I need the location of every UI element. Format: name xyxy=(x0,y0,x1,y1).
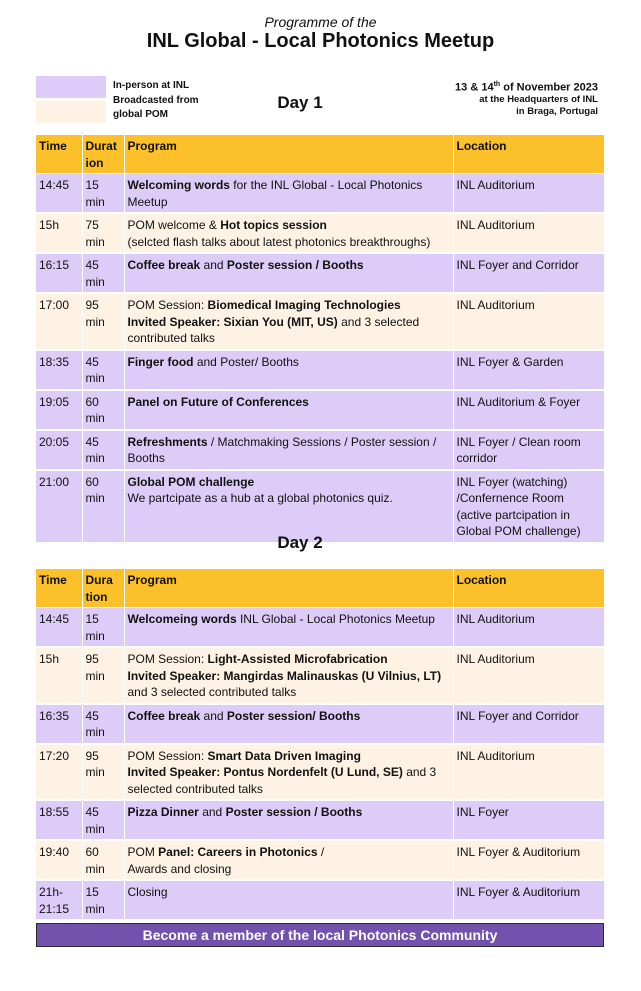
table-header-row xyxy=(36,135,604,174)
program-line xyxy=(128,257,450,274)
program-text: Welcomeing words xyxy=(127,612,237,626)
program-text: We partcipate as a hub at a global photonics quiz. xyxy=(127,491,393,505)
cell-program xyxy=(124,744,453,801)
program-line xyxy=(128,297,450,314)
cell-duration xyxy=(82,390,124,430)
legend-broadcast-label: Broadcasted from global POM xyxy=(113,95,199,120)
program-text: selected contributed talks xyxy=(127,781,263,796)
cell-program xyxy=(124,470,453,543)
header-time: Time xyxy=(36,135,82,174)
program-line xyxy=(128,450,450,467)
program-line xyxy=(128,354,450,371)
program-line xyxy=(128,217,450,234)
table-row xyxy=(36,293,604,350)
program-text: Poster session / Booths xyxy=(226,258,364,272)
duration-unit: min xyxy=(85,411,105,425)
program-text: Coffee break xyxy=(127,258,201,272)
cell-program xyxy=(124,253,453,293)
cell-location xyxy=(453,647,604,704)
program-line xyxy=(128,781,450,798)
program-text: Closing xyxy=(127,885,168,899)
cell-location xyxy=(453,253,604,293)
location-line: /Confernence Room xyxy=(456,491,564,505)
duration-unit: min xyxy=(85,861,105,876)
program-text: POM Session: xyxy=(127,298,208,312)
table-row xyxy=(36,174,604,214)
duration-unit: min xyxy=(85,821,105,836)
table-row xyxy=(36,647,604,704)
program-line xyxy=(128,861,450,878)
page-title: INL Global - Local Photonics Meetup xyxy=(146,30,495,52)
program-line xyxy=(128,651,450,668)
program-text: Biomedical Imaging Technologies xyxy=(207,298,401,312)
duration-unit: min xyxy=(85,274,105,289)
event-venue-line1: at the Headquarters of INL xyxy=(479,93,598,105)
header-program: Program xyxy=(124,569,453,608)
header-duration: Dura tion xyxy=(82,569,124,608)
table-row xyxy=(36,390,604,430)
program-text: Smart Data Driven Imaging xyxy=(207,748,361,763)
duration-unit: min xyxy=(85,725,105,739)
cell-duration xyxy=(82,704,124,744)
cell-duration xyxy=(82,253,124,293)
event-date: 13 & 14th of November 2023 xyxy=(455,81,598,94)
cell-duration xyxy=(82,840,124,880)
duration-value: 15 xyxy=(85,612,99,626)
header-duration: Durat ion xyxy=(82,135,124,174)
cell-duration xyxy=(82,430,124,470)
table-row xyxy=(36,880,604,920)
cell-duration xyxy=(82,213,124,253)
cell-time: 15h xyxy=(36,213,82,253)
program-text: Panel on Future of Conferences xyxy=(127,394,309,409)
day1-rows xyxy=(36,174,604,543)
program-text: Panel: Careers in Photonics xyxy=(158,845,318,859)
header-program: Program xyxy=(124,135,453,174)
header-location: Location xyxy=(453,569,604,608)
program-text: Finger food xyxy=(127,354,194,369)
cell-program xyxy=(124,704,453,744)
location-line: INL Auditorium & Foyer xyxy=(456,394,581,409)
cell-time xyxy=(36,880,82,920)
duration-value: 45 xyxy=(85,434,99,449)
program-text: and 3 xyxy=(402,765,437,779)
duration-unit: min xyxy=(85,491,105,505)
program-line xyxy=(128,684,450,701)
location-line: INL Auditorium xyxy=(456,218,535,232)
program-line xyxy=(128,330,450,347)
program-line xyxy=(128,394,450,411)
cell-duration xyxy=(82,350,124,390)
program-text: and 3 selected contributed talks xyxy=(127,685,297,699)
cell-time: 19:05 xyxy=(36,390,82,430)
duration-unit: min xyxy=(85,314,105,329)
location-line: Global POM challenge) xyxy=(456,524,581,538)
location-line: (active partcipation in xyxy=(456,507,570,522)
program-text: Welcoming words xyxy=(127,178,230,192)
cell-program xyxy=(124,880,453,920)
program-line xyxy=(128,490,450,507)
table-row xyxy=(36,744,604,801)
program-text: Poster session / Booths xyxy=(225,805,363,819)
cell-time: 14:45 xyxy=(36,608,82,648)
program-text: for the INL Global - Local Photonics xyxy=(229,178,423,192)
cell-duration xyxy=(82,800,124,840)
day1-schedule-table xyxy=(36,135,604,544)
location-line: INL Foyer & Auditorium xyxy=(456,845,581,859)
program-line xyxy=(128,177,450,194)
location-line: INL Foyer xyxy=(456,805,509,819)
cell-location xyxy=(453,470,604,543)
duration-value: 45 xyxy=(85,708,99,723)
program-line xyxy=(128,314,450,331)
table-row xyxy=(36,840,604,880)
program-text: Poster session/ Booths xyxy=(226,708,361,723)
program-text: and xyxy=(200,258,227,272)
cell-time: 18:55 xyxy=(36,800,82,840)
program-line xyxy=(128,708,450,725)
page-subtitle: Programme of the xyxy=(264,14,377,30)
program-text: Meetup xyxy=(127,194,168,209)
cell-time: 16:15 xyxy=(36,253,82,293)
header-time: Time xyxy=(36,569,82,608)
cell-duration xyxy=(82,647,124,704)
program-text: Invited Speaker: Sixian You (MIT, US) xyxy=(127,314,338,329)
cell-time: 20:05 xyxy=(36,430,82,470)
table-header-row xyxy=(36,569,604,608)
program-text: and xyxy=(200,708,227,723)
community-banner[interactable]: Become a member of the local Photonics Community xyxy=(36,923,604,947)
cell-duration xyxy=(82,174,124,214)
program-line xyxy=(128,884,450,901)
program-text: POM Session: xyxy=(127,652,208,666)
duration-unit: min xyxy=(85,234,105,249)
cell-location xyxy=(453,390,604,430)
day2-title: Day 2 xyxy=(277,533,323,552)
cell-program xyxy=(124,213,453,253)
duration-value: 60 xyxy=(85,845,99,859)
duration-unit: min xyxy=(85,628,105,643)
program-text: (selcted flash talks about latest photonics breakthroughs) xyxy=(127,234,431,249)
cell-program xyxy=(124,350,453,390)
cell-duration xyxy=(82,470,124,543)
program-line xyxy=(128,611,450,628)
program-line xyxy=(128,434,450,451)
cell-program xyxy=(124,800,453,840)
program-line xyxy=(128,844,450,861)
program-line xyxy=(128,234,450,251)
program-text: POM welcome & xyxy=(127,218,221,232)
program-text: and 3 selected xyxy=(337,314,420,329)
location-line: INL Foyer (watching) xyxy=(456,474,568,489)
table-row xyxy=(36,350,604,390)
program-text: / Matchmaking Sessions / Poster session / xyxy=(207,434,437,449)
duration-value: 45 xyxy=(85,354,99,369)
program-text: Refreshments xyxy=(127,434,208,449)
program-text: Invited Speaker: Pontus Nordenfelt (U Lund, SE) xyxy=(127,765,403,779)
program-text: and xyxy=(198,805,226,819)
duration-value: 60 xyxy=(85,394,99,409)
location-line: INL Auditorium xyxy=(456,748,535,763)
table-row xyxy=(36,253,604,293)
program-text: Booths xyxy=(127,451,165,465)
program-text: contributed talks xyxy=(127,331,215,345)
location-line: corridor xyxy=(456,451,498,465)
time-part: 21:15 xyxy=(39,901,70,916)
duration-value: 15 xyxy=(85,885,99,899)
cell-location xyxy=(453,840,604,880)
cell-program xyxy=(124,840,453,880)
event-date-block xyxy=(455,81,598,118)
program-line xyxy=(128,474,450,491)
program-text: Invited Speaker: Mangirdas Malinauskas (U Vilnius, LT) xyxy=(127,668,442,683)
cell-time: 14:45 xyxy=(36,174,82,214)
table-row xyxy=(36,608,604,648)
location-line: INL Auditorium xyxy=(456,178,535,192)
location-line: INL Auditorium xyxy=(456,652,535,666)
event-venue-line2: in Braga, Portugal xyxy=(516,105,598,117)
cell-time: 17:00 xyxy=(36,293,82,350)
cell-program xyxy=(124,647,453,704)
duration-unit: min xyxy=(85,901,105,916)
program-text: / xyxy=(317,845,325,859)
program-text: Awards and closing xyxy=(127,861,232,876)
cell-time: 16:35 xyxy=(36,704,82,744)
duration-value: 45 xyxy=(85,805,99,819)
cell-duration xyxy=(82,744,124,801)
program-line xyxy=(128,668,450,685)
cell-location xyxy=(453,174,604,214)
legend-inperson-label: In-person at INL xyxy=(113,80,190,91)
header-location: Location xyxy=(453,135,604,174)
duration-value: 15 xyxy=(85,178,99,192)
table-row xyxy=(36,470,604,543)
day2-rows xyxy=(36,608,604,921)
location-line: INL Auditorium xyxy=(456,612,535,626)
time-part: 21h- xyxy=(39,885,64,899)
cell-program xyxy=(124,390,453,430)
program-line xyxy=(128,748,450,765)
cell-program xyxy=(124,174,453,214)
cell-location xyxy=(453,704,604,744)
duration-value: 60 xyxy=(85,474,99,489)
table-row xyxy=(36,430,604,470)
cell-location xyxy=(453,430,604,470)
table-row xyxy=(36,213,604,253)
table-row xyxy=(36,800,604,840)
duration-unit: min xyxy=(85,451,105,465)
program-text: and Poster/ Booths xyxy=(193,354,299,369)
day2-schedule-table xyxy=(36,569,604,921)
program-line xyxy=(128,804,450,821)
cell-time: 21:00 xyxy=(36,470,82,543)
cell-location xyxy=(453,608,604,648)
day1-title: Day 1 xyxy=(277,93,323,112)
program-text: Pizza Dinner xyxy=(127,805,199,819)
cell-location xyxy=(453,880,604,920)
cell-location xyxy=(453,800,604,840)
program-text: INL Global - Local Photonics Meetup xyxy=(236,612,435,626)
duration-value: 95 xyxy=(85,652,99,666)
cell-program xyxy=(124,430,453,470)
program-text: Light-Assisted Microfabrication xyxy=(207,652,388,666)
location-line: INL Auditorium xyxy=(456,298,535,312)
duration-value: 95 xyxy=(85,748,99,763)
cell-location xyxy=(453,213,604,253)
cell-duration xyxy=(82,880,124,920)
program-line xyxy=(128,194,450,211)
location-line: INL Foyer & Garden xyxy=(456,354,564,369)
location-line: INL Foyer & Auditorium xyxy=(456,885,581,899)
program-text: Hot topics session xyxy=(220,218,327,232)
duration-value: 75 xyxy=(85,218,99,232)
cell-time: 19:40 xyxy=(36,840,82,880)
cell-time: 15h xyxy=(36,647,82,704)
cell-time: 17:20 xyxy=(36,744,82,801)
duration-unit: min xyxy=(85,371,105,385)
duration-value: 95 xyxy=(85,298,99,312)
program-text: Coffee break xyxy=(127,708,201,723)
cell-location xyxy=(453,293,604,350)
cell-program xyxy=(124,608,453,648)
location-line: INL Foyer and Corridor xyxy=(456,258,579,272)
cell-location xyxy=(453,350,604,390)
location-line: INL Foyer / Clean room xyxy=(456,434,581,449)
program-text: Global POM challenge xyxy=(127,474,255,489)
duration-unit: min xyxy=(85,668,105,683)
table-row xyxy=(36,704,604,744)
program-text: POM xyxy=(127,845,159,859)
program-text: POM Session: xyxy=(127,748,208,763)
cell-location xyxy=(453,744,604,801)
cell-time: 18:35 xyxy=(36,350,82,390)
cell-program xyxy=(124,293,453,350)
location-line: INL Foyer and Corridor xyxy=(456,708,579,723)
program-line xyxy=(128,764,450,781)
cell-duration xyxy=(82,608,124,648)
duration-unit: min xyxy=(85,194,105,209)
duration-value: 45 xyxy=(85,258,99,272)
duration-unit: min xyxy=(85,765,105,779)
cell-duration xyxy=(82,293,124,350)
